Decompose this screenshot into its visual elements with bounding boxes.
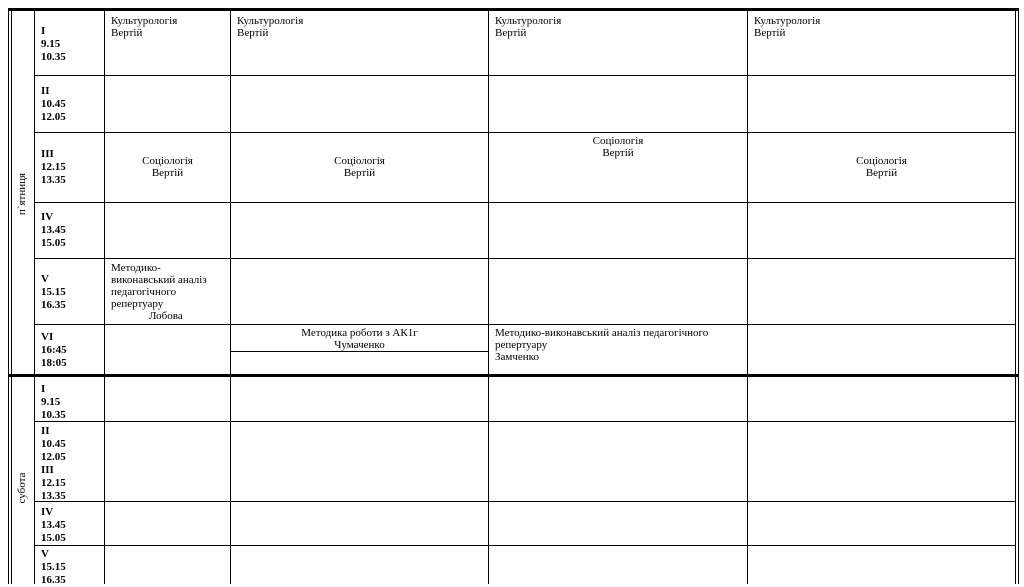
lesson-cell: Методико-виконавський аналіз педагогічного репертуару Замченко (495, 327, 709, 363)
grid-line (1015, 8, 1016, 584)
grid-line (104, 8, 105, 584)
lesson-cell: Методика роботи з АК1г Чумаченко (301, 327, 418, 351)
lesson-cell: Соціологія Вертій (592, 135, 644, 159)
time-slot: IV 13.45 15.05 (41, 211, 66, 249)
top-border (8, 8, 1018, 11)
time-slot: I 9.15 10.35 (41, 25, 66, 63)
time-slot: I 9.15 10.35 (41, 383, 66, 421)
grid-line (34, 421, 1016, 422)
time-slot: V 15.15 16.35 (41, 548, 66, 586)
grid-line (11, 8, 12, 584)
grid-line (34, 75, 1016, 76)
time-slot: IV 13.45 15.05 (41, 506, 66, 544)
grid-line (1018, 8, 1019, 584)
time-slot: III 12.15 13.35 (41, 148, 66, 186)
grid-line (34, 545, 1016, 546)
lesson-cell: Соціологія Вертій (856, 155, 907, 179)
time-slot: II 10.45 12.05 (41, 85, 66, 123)
grid-line (8, 8, 9, 584)
grid-line (34, 501, 1016, 502)
grid-line (230, 8, 231, 584)
day-label-friday: п`ятниця (16, 172, 28, 216)
grid-line (34, 8, 35, 584)
grid-line (230, 351, 488, 352)
day-label-saturday: субота (16, 472, 28, 504)
lesson-cell: Культурологія Вертій (495, 15, 562, 39)
grid-line (34, 324, 1016, 325)
lesson-cell: Соціологія Вертій (142, 155, 193, 179)
time-slot: VI 16:45 18:05 (41, 331, 67, 369)
grid-line (488, 8, 489, 584)
day-separator (8, 374, 1018, 377)
lesson-cell: Методико- виконавський аналіз педагогічного репертуару Лобова (111, 262, 207, 322)
lesson-cell: Соціологія Вертій (334, 155, 385, 179)
lesson-cell: Культурологія Вертій (111, 15, 178, 39)
grid-line (34, 258, 1016, 259)
lesson-cell: Культурологія Вертій (754, 15, 821, 39)
grid-line (34, 202, 1016, 203)
time-slot: V 15.15 16.35 (41, 273, 66, 311)
grid-line (34, 132, 1016, 133)
time-slot: II 10.45 12.05 III 12.15 13.35 (41, 425, 66, 502)
grid-line (747, 8, 748, 584)
lesson-cell: Культурологія Вертій (237, 15, 304, 39)
